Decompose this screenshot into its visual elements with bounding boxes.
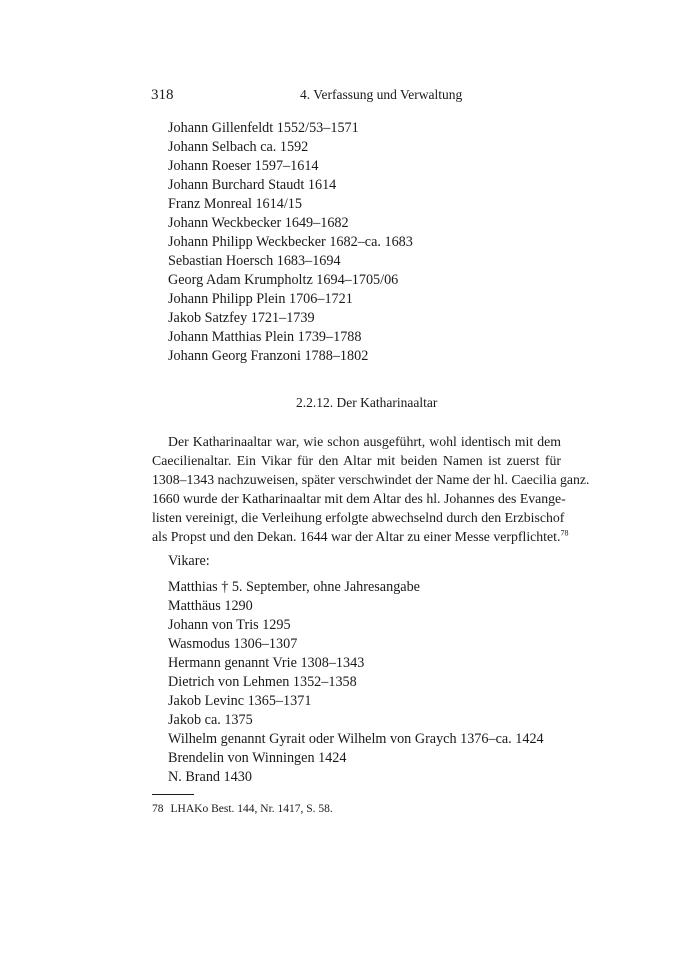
list-item: Johann Matthias Plein 1739–1788 bbox=[168, 329, 362, 345]
list-item: Dietrich von Lehmen 1352–1358 bbox=[168, 674, 357, 690]
paragraph-line-last bbox=[152, 527, 569, 546]
footnote bbox=[152, 802, 333, 817]
list-item: Georg Adam Krumpholtz 1694–1705/06 bbox=[168, 272, 399, 288]
paragraph-line: 1660 wurde der Katharinaaltar mit dem Altar des hl. Johannes des Evange- bbox=[152, 491, 566, 506]
list-item: Brendelin von Winningen 1424 bbox=[168, 750, 347, 766]
body-paragraph bbox=[152, 432, 590, 546]
section-heading: 2.2.12. Der Katharinaaltar bbox=[296, 395, 438, 410]
footnote-reference[interactable]: 78 bbox=[560, 528, 569, 538]
list-item: Johann Philipp Plein 1706–1721 bbox=[168, 291, 353, 307]
running-head: 4. Verfassung und Verwaltung bbox=[300, 87, 463, 102]
list-item: Johann Selbach ca. 1592 bbox=[168, 139, 309, 155]
vikare-label: Vikare: bbox=[168, 553, 210, 569]
paragraph-line-text: als Propst und den Dekan. 1644 war der Altar zu einer Messe verpflichtet. bbox=[152, 529, 561, 544]
vicar-list-katharinaaltar bbox=[168, 578, 544, 787]
list-item: Matthäus 1290 bbox=[168, 598, 253, 614]
list-item: Sebastian Hoersch 1683–1694 bbox=[168, 253, 341, 269]
footnote-text: LHAKo Best. 144, Nr. 1417, S. 58. bbox=[170, 803, 333, 815]
page-number: 318 bbox=[151, 87, 174, 103]
list-item: Johann Burchard Staudt 1614 bbox=[168, 177, 337, 193]
list-item: Johann Weckbecker 1649–1682 bbox=[168, 215, 349, 231]
paragraph-line: Caecilienaltar. Ein Vikar für den Altar mit beiden Namen ist zuerst für bbox=[152, 453, 561, 468]
list-item: Franz Monreal 1614/15 bbox=[168, 196, 302, 212]
vicar-list-previous-altar bbox=[168, 119, 413, 366]
list-item: Johann Roeser 1597–1614 bbox=[168, 158, 319, 174]
paragraph-line: 1308–1343 nachzuweisen, später verschwindet der Name der hl. Caecilia ganz. bbox=[152, 472, 590, 487]
paragraph-line: listen vereinigt, die Verleihung erfolgte abwechselnd durch den Erzbischof bbox=[152, 510, 565, 525]
list-item: N. Brand 1430 bbox=[168, 769, 252, 785]
paragraph-line: Der Katharinaaltar war, wie schon ausgeführt, wohl identisch mit dem bbox=[168, 434, 561, 449]
list-item: Johann Philipp Weckbecker 1682–ca. 1683 bbox=[168, 234, 413, 250]
footnote-divider bbox=[152, 794, 194, 795]
list-item: Wilhelm genannt Gyrait oder Wilhelm von Graych 1376–ca. 1424 bbox=[168, 731, 544, 747]
list-item: Johann Gillenfeldt 1552/53–1571 bbox=[168, 120, 359, 136]
footnote-number: 78 bbox=[152, 803, 164, 815]
list-item: Jakob ca. 1375 bbox=[168, 712, 253, 728]
list-item: Johann Georg Franzoni 1788–1802 bbox=[168, 348, 369, 364]
list-item: Wasmodus 1306–1307 bbox=[168, 636, 298, 652]
list-item: Matthias † 5. September, ohne Jahresangabe bbox=[168, 579, 420, 595]
list-item: Johann von Tris 1295 bbox=[168, 617, 291, 633]
list-item: Jakob Satzfey 1721–1739 bbox=[168, 310, 315, 326]
list-item: Hermann genannt Vrie 1308–1343 bbox=[168, 655, 365, 671]
list-item: Jakob Levinc 1365–1371 bbox=[168, 693, 312, 709]
